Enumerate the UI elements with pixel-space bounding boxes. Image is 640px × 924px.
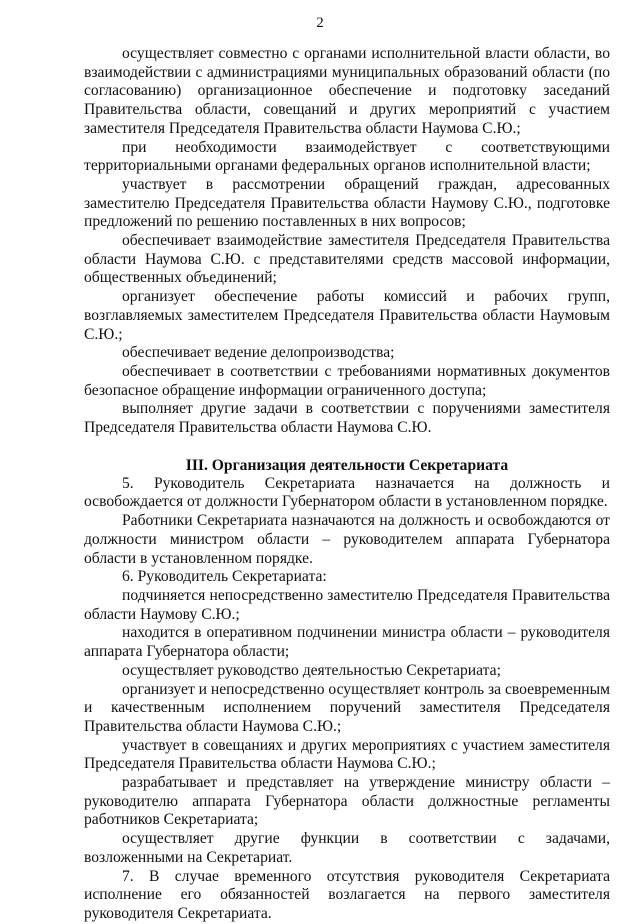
paragraph: организует обеспечение работы комиссий и рабочих групп, возглавляемых заместителем Председателя Правительства области Наумовым С.Ю.; xyxy=(84,288,610,343)
paragraph: 5. Руководитель Секретариата назначается на должность и освобождается от должности Губернатором области в установленном порядке. xyxy=(84,474,610,511)
paragraph: обеспечивает ведение делопроизводства; xyxy=(122,344,395,362)
paragraph: подчиняется непосредственно заместителю Председателя Правительства области Наумову С.Ю.; xyxy=(84,586,610,623)
paragraph: при необходимости взаимодействует с соответствующими территориальными органами федеральных органов исполнительной власти; xyxy=(84,138,610,175)
paragraph: участвует в совещаниях и других мероприятиях с участием заместителя Председателя Правительства области Наумова С.Ю.; xyxy=(84,736,610,773)
paragraph: выполняет другие задачи в соответствии с поручениями заместителя Председателя Правительства области Наумова С.Ю. xyxy=(84,400,610,437)
paragraph: организует и непосредственно осуществляет контроль за своевременным и качественным исполнением поручений заместителя Председателя Правительства области Наумова С.Ю.; xyxy=(84,680,610,735)
paragraph: 7. В случае временного отсутствия руководителя Секретариата исполнение его обязанностей возлагается на первого заместителя руководителя Секретариата. xyxy=(84,867,610,922)
paragraph: осуществляет другие функции в соответствии с задачами, возложенными на Секретариат. xyxy=(84,830,610,866)
paragraph: осуществляет руководство деятельностью Секретариата; xyxy=(122,661,501,679)
paragraph: 6. Руководитель Секретариата: xyxy=(122,568,327,586)
page-number: 2 xyxy=(316,15,324,31)
paragraph: находится в оперативном подчинении министра области – руководителя аппарата Губернатора области; xyxy=(84,624,610,661)
paragraph: участвует в рассмотрении обращений граждан, адресованных заместителю Председателя Правительства области Наумову С.Ю., подготовке предложений по решению поставленных в них вопросов; xyxy=(84,175,610,231)
paragraph: разрабатывает и представляет на утверждение министру области – руководителю аппарата Губернатора области должностные регламенты работников Секретариата; xyxy=(84,774,610,829)
paragraph: обеспечивает взаимодействие заместителя Председателя Правительства области Наумова С.Ю. с представителями средств массовой информации, общественных объединений; xyxy=(84,232,610,287)
paragraph: осуществляет совместно с органами исполнительной власти области, во взаимодействии с администрациями муниципальных образований области (по согласованию) организационное обеспечение и подготовку заседаний Правительства области, совещаний и других мероприятий с участием заместителя Председателя Правительства области Наумова С.Ю.; xyxy=(84,45,610,137)
paragraph: обеспечивает в соответствии с требованиями нормативных документов безопасное обращение информации ограниченного доступа; xyxy=(84,362,610,399)
section-heading: III. Организация деятельности Секретариата xyxy=(185,456,509,474)
document-body xyxy=(84,45,610,924)
paragraph: Работники Секретариата назначаются на должность и освобождаются от должности министром области – руководителем аппарата Губернатора области в установленном порядке. xyxy=(84,512,610,567)
